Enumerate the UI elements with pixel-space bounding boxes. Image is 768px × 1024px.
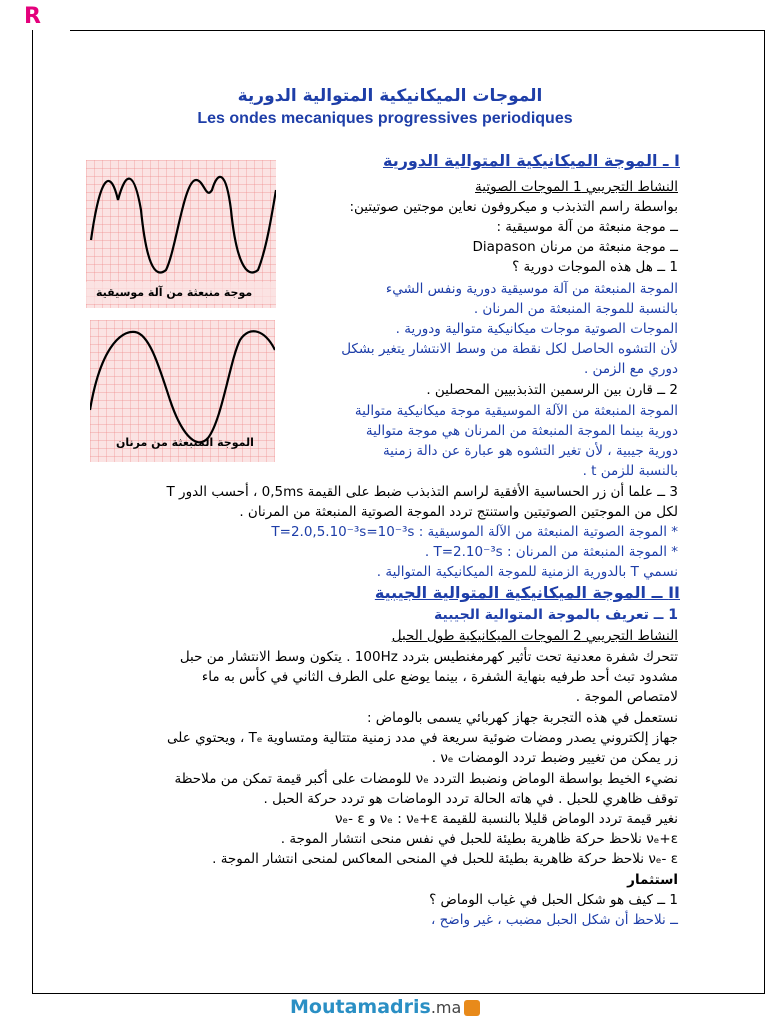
answer2-line-1: الموجة المنبعثة من الآلة الموسيقية موجة ميكانيكية متوالية — [354, 403, 678, 419]
answer3-line-2: * الموجة المنبعثة من المرنان : T=2.10⁻³s . — [424, 544, 678, 560]
question3-line-2: لكل من الموجتين الصوتيتين واستنتج تردد الموجة الصوتية المنبعثة من المرنان . — [239, 504, 678, 520]
answer1-line-1: الموجة المنبعثة من آلة موسيقية دورية ونفس الشيء — [385, 281, 678, 297]
section2-sub1: 1 ــ تعريف بالموجة المتوالية الجيبية — [434, 607, 678, 623]
answer2-line-2: دورية بينما الموجة المنبعثة من المرنان هي موجة متوالية — [365, 423, 678, 439]
page-bottom-rule — [32, 993, 765, 994]
section2-line-5: جهاز إلكتروني يصدر ومضات ضوئية سريعة في مدد زمنية متتالية ومتساوية Tₑ ، ويحتوي على — [167, 730, 678, 746]
section1-line-3: ــ موجة منبعثة من مرنان Diapason — [472, 239, 678, 255]
section1-line-2: ــ موجة منبعثة من آلة موسيقية : — [496, 219, 678, 235]
section2-answer1: ــ نلاحظ أن شكل الحبل مضبب ، غير واضح ، — [430, 912, 678, 928]
answer1-line-2: بالنسبة للموجة المنبعثة من المرنان . — [473, 301, 678, 317]
conclusion-label: استثمار — [627, 872, 678, 888]
section2-line-6: زر يمكن من تغيير وضبط تردد الومضات νₑ . — [431, 750, 678, 766]
title-arabic: الموجات الميكانيكية المتوالية الدورية — [237, 86, 543, 106]
answer1-line-3: الموجات الصوتية موجات ميكانيكية متوالية ودورية . — [395, 321, 678, 337]
footer-tld: .ma — [430, 998, 462, 1017]
figure-fork-caption: الموجة المنبعثة من مرنان — [116, 436, 254, 449]
corner-logo: R — [24, 4, 41, 29]
section2-line-1: تتحرك شفرة معدنية تحت تأثير كهرمغنطيس بتردد 100Hz . يتكون وسط الانتشار من حبل — [179, 649, 678, 665]
section2-line-11: νₑ- ε نلاحظ حركة ظاهرية بطيئة للحبل في المنحى المعاكس لمنحى انتشار الموجة . — [212, 851, 678, 867]
answer2-line-4: بالنسبة للزمن t . — [582, 463, 678, 479]
answer1-line-4: لأن التشوه الحاصل لكل نقطة من وسط الانتشار يتغير بشكل — [341, 341, 678, 357]
section1-line-1: بواسطة راسم التذبذب و ميكروفون نعاين موجتين صوتيتين: — [349, 199, 678, 215]
question2: 2 ــ قارن بين الرسمين التذبذبيين المحصلين . — [426, 382, 678, 398]
answer1-line-5: دوري مع الزمن . — [583, 361, 678, 377]
section2-line-2: مشدود تبث أحد طرفيه بنهاية الشفرة ، بينما يوضع على الطرف الثاني في كأس به ماء — [201, 669, 678, 685]
section2-question1: 1 ــ كيف هو شكل الحبل في غياب الوماض ؟ — [429, 892, 678, 908]
title-french: Les ondes mecaniques progressives periodiques — [197, 110, 573, 127]
answer3-line-3: نسمي T بالدورية الزمنية للموجة الميكانيكية المتوالية . — [376, 564, 678, 580]
answer3-line-1: * الموجة الصوتية المنبعثة من الآلة الموسيقية : T=2.0,5.10⁻³s=10⁻³s — [271, 524, 678, 540]
figure-music-caption: موجة منبعثة من آلة موسيقية — [96, 286, 253, 299]
section2-line-4: نستعمل في هذه التجربة جهاز كهربائي يسمى بالوماض : — [366, 710, 678, 726]
section1-heading: I ـ الموجة الميكانيكية المتوالية الدورية — [382, 151, 680, 170]
section2-line-7: نضيء الخيط بواسطة الوماض ونضبط التردد νₑ للومضات على أكبر قيمة تمكن من ملاحظة — [174, 771, 678, 787]
section1-activity: النشاط التجريبي 1 الموجات الصوتية — [475, 179, 678, 195]
section1-line-4: 1 ــ هل هذه الموجات دورية ؟ — [512, 259, 678, 275]
section2-activity: النشاط التجريبي 2 الموجات الميكانيكية طول الحبل — [391, 628, 678, 644]
question3-line-1: 3 ــ علما أن زر الحساسية الأفقية لراسم التذبذب ضبط على القيمة 0,5ms ، أحسب الدور T — [166, 484, 678, 500]
brand-mark-icon — [464, 1000, 480, 1016]
section2-line-9: نغير قيمة تردد الوماض قليلا بالنسبة للقيمة νₑ : νₑ+ε و νₑ- ε — [335, 811, 678, 827]
section2-line-10: νₑ+ε نلاحظ حركة ظاهرية بطيئة للحبل في نفس منحى انتشار الموجة . — [280, 831, 678, 847]
footer-brand: Moutamadris — [290, 996, 431, 1018]
footer-logo — [290, 996, 480, 1018]
section2-heading: II ــ الموجة الميكانيكية المتوالية الجيبية — [374, 583, 680, 602]
answer2-line-3: دورية جيبية ، لأن تغير التشوه هو عبارة عن دالة زمنية — [382, 443, 678, 459]
section2-line-8: توقف ظاهري للحبل . في هاته الحالة تردد الوماضات هو تردد حركة الحبل . — [263, 791, 678, 807]
section2-line-3: لامتصاص الموجة . — [575, 689, 678, 705]
